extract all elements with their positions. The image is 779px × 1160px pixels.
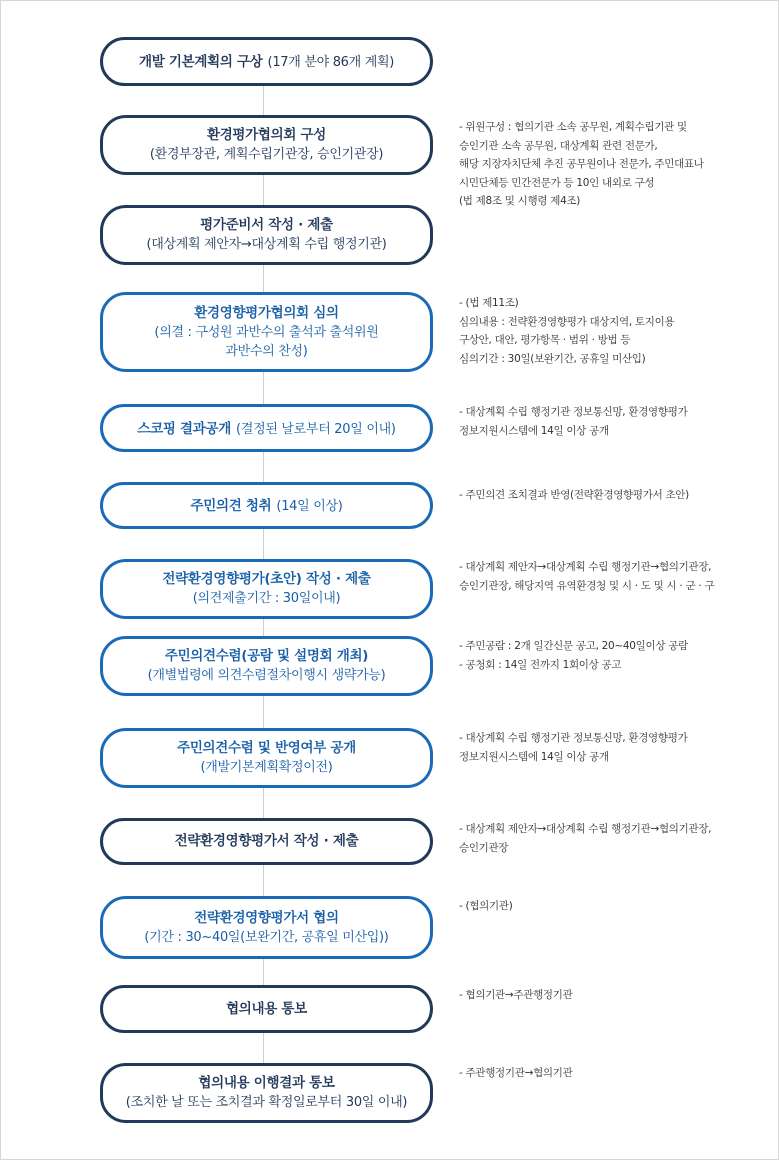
step-8-title: 주민의견수렴(공람 및 설명회 개최) (164, 648, 369, 664)
step-3-title: 평가준비서 작성 · 제출 (200, 217, 333, 233)
note-line: 구상안, 대안, 평가항목 · 범위 · 방법 등 (459, 334, 631, 346)
note-scoping-disclosure (459, 403, 759, 440)
note-public-review (459, 637, 759, 674)
step-7-draft-assessment (100, 559, 433, 619)
note-line: - 공청회 : 14일 전까지 1회이상 공고 (459, 658, 622, 671)
step-11-assessment-consultation (100, 896, 433, 959)
note-line: (법 제8조 및 시행령 제4조) (459, 195, 581, 207)
step-8-public-opinion-collection (100, 636, 433, 696)
step-4-title: 환경영향평가협의회 심의 (194, 304, 339, 321)
step-9-title: 주민의견수렴 및 반영여부 공개 (177, 740, 356, 756)
note-line: 해당 지장자치단체 추진 공무원이나 전문가, 주민대표나 (459, 158, 704, 170)
step-2-detail: (환경부장관, 계획수립기관장, 승인기관장) (149, 147, 384, 162)
step-9-detail: (개발기본계획확정이전) (200, 760, 333, 775)
step-1-development-plan-concept (100, 37, 433, 86)
note-line: 심의내용 : 전략환경영향평가 대상지역, 토지이용 (459, 315, 675, 328)
note-line: - 협의기관→주관행정기관 (459, 989, 573, 1001)
step-3-detail: (대상계획 제안자→대상계획 수립 행정기관) (146, 237, 387, 252)
note-line: - (법 제11조) (459, 297, 519, 309)
note-line: - 대상계획 수립 행정기관 정보통신망, 환경영향평가 (459, 732, 688, 744)
note-assessment-submission (459, 820, 759, 857)
note-line: 심의기간 : 30일(보완기간, 공휴일 미산입) (459, 352, 646, 365)
step-12-consultation-notice (100, 985, 433, 1033)
step-5-inline-detail: (결정된 날로부터 20일 이내) (236, 421, 396, 437)
note-line: - 대상계획 제안자→대상계획 수립 행정기관→협의기관장, (459, 823, 712, 835)
note-resident-hearing (459, 486, 759, 505)
step-6-inline-detail: (14일 이상) (276, 499, 343, 514)
note-council-composition (459, 118, 759, 211)
note-consultation-agency (459, 897, 759, 916)
note-result-notice (459, 1064, 759, 1083)
step-12-title: 협의내용 통보 (226, 1000, 307, 1017)
note-line: 승인기관 소속 공무원, 대상계획 관련 전문가, (459, 139, 658, 152)
step-7-detail: (의견제출기간 : 30일이내) (192, 591, 341, 606)
step-1-title: 개발 기본계획의 구상 (138, 54, 263, 70)
note-consultation-notice (459, 986, 759, 1005)
step-2-council-formation (100, 115, 433, 175)
step-6-resident-hearing (100, 482, 433, 529)
step-8-detail: (개별법령에 의견수렴절차이행시 생략가능) (147, 668, 386, 683)
note-line: - (협의기관) (459, 900, 513, 912)
note-line: 정보지원시스템에 14일 이상 공개 (459, 424, 609, 437)
note-line: 승인기관장, 해당지역 유역환경청 및 시 · 도 및 시 · 군 · 구 (459, 579, 715, 592)
note-draft-submission (459, 558, 759, 595)
note-line: 승인기관장 (459, 841, 509, 854)
note-line: 시민단체등 민간전문가 등 10인 내외로 구성 (459, 176, 655, 189)
step-11-title: 전략환경영향평가서 협의 (194, 909, 339, 926)
step-11-detail: (기간 : 30~40일(보완기간, 공휴일 미산입)) (144, 929, 389, 945)
step-2-title: 환경평가협의회 구성 (206, 127, 327, 143)
step-4-council-review (100, 292, 433, 372)
step-5-title: 스코핑 결과공개 (137, 420, 231, 437)
step-13-implementation-result-notice (100, 1063, 433, 1123)
note-opinion-disclosure (459, 729, 759, 766)
step-4-detail-line-1: (의결 : 구성원 과반수의 출석과 출석위원 (154, 324, 379, 340)
note-council-review (459, 294, 759, 368)
note-line: - 대상계획 수립 행정기관 정보통신망, 환경영향평가 (459, 406, 688, 418)
step-9-opinion-disclosure (100, 728, 433, 788)
step-4-detail-line-2: 과반수의 찬성) (225, 343, 308, 359)
step-1-inline-detail: (17개 분야 86개 계획) (267, 55, 395, 70)
step-6-title: 주민의견 청취 (190, 498, 272, 514)
step-5-scoping-disclosure (100, 404, 433, 452)
step-3-preparation-document (100, 205, 433, 265)
note-line: - 대상계획 제안자→대상계획 수립 행정기관→협의기관장, (459, 561, 712, 573)
note-line: - 주민의견 조치결과 반영(전략환경영향평가서 초안) (459, 489, 689, 501)
step-7-title: 전략환경영향평가(초안) 작성 · 제출 (162, 571, 371, 587)
step-10-title: 전략환경영향평가서 작성 · 제출 (174, 833, 359, 849)
note-line: 정보지원시스템에 14일 이상 공개 (459, 750, 609, 763)
step-13-detail: (조치한 날 또는 조치결과 확정일로부터 30일 이내) (125, 1095, 408, 1110)
note-line: - 주민공람 : 2개 일간신문 공고, 20~40일이상 공람 (459, 640, 688, 652)
note-line: - 주관행정기관→협의기관 (459, 1067, 573, 1079)
note-line: - 위원구성 : 협의기관 소속 공무원, 계획수립기관 및 (459, 121, 687, 133)
step-10-assessment-submission (100, 818, 433, 865)
step-13-title: 협의내용 이행결과 통보 (198, 1075, 335, 1091)
